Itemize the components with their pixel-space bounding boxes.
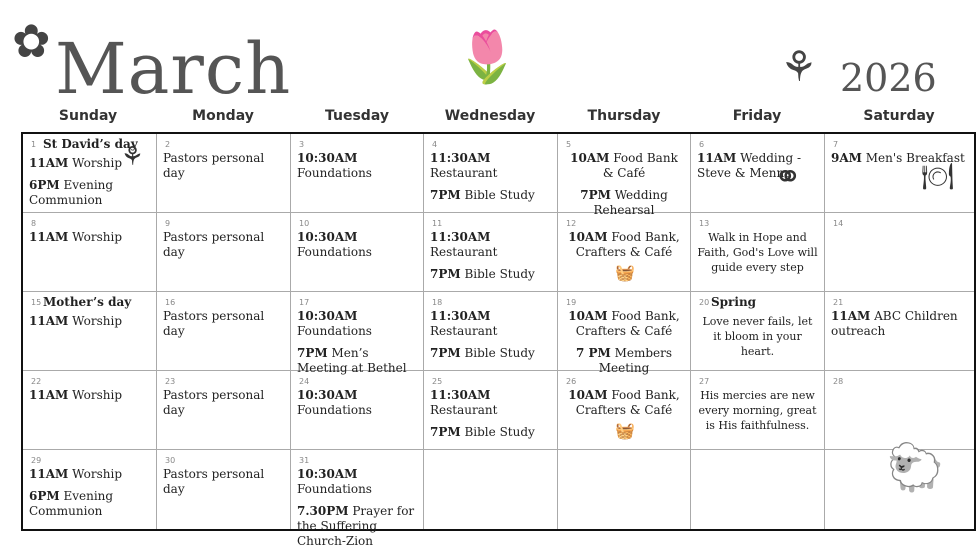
event-label: Foundations: [297, 324, 372, 338]
event-time: 11AM: [29, 230, 69, 244]
day-number: 10: [299, 219, 310, 228]
event-label: Food Bank & Café: [602, 151, 678, 180]
day-cell-25[interactable]: [424, 371, 558, 450]
floral-branch-icon: ✿: [12, 14, 51, 68]
day-cell-24[interactable]: [291, 371, 424, 450]
event-time: 10:30AM: [297, 309, 358, 323]
day-cell-2[interactable]: [157, 134, 291, 213]
event: [29, 178, 150, 208]
event-label: Worship: [68, 156, 122, 170]
event: [163, 467, 284, 497]
day-title: St David’s day: [43, 137, 138, 151]
day-number: 13: [699, 219, 710, 228]
event-label: Pastors personal day: [163, 151, 265, 180]
day-number: 11: [432, 219, 443, 228]
event: [29, 489, 150, 519]
day-number: 29: [31, 456, 42, 465]
empty-cell[interactable]: [691, 450, 825, 529]
day-number: 14: [833, 219, 844, 228]
day-number: 30: [165, 456, 176, 465]
event-label: Foundations: [297, 482, 372, 496]
event-time: 7PM: [430, 425, 461, 439]
weekday-tuesday: Tuesday: [325, 108, 389, 124]
day-number: 21: [833, 298, 844, 307]
empty-cell[interactable]: [825, 440, 974, 529]
event-time: 7 PM: [575, 346, 611, 360]
day-number: 19: [566, 298, 577, 307]
day-number: 28: [833, 377, 844, 386]
day-cell-12[interactable]: [558, 213, 691, 292]
event: [430, 188, 551, 203]
day-number: 24: [299, 377, 310, 386]
day-number: 26: [566, 377, 577, 386]
calendar-grid: [21, 132, 976, 548]
day-cell-6[interactable]: [691, 134, 825, 213]
day-cell-30[interactable]: [157, 450, 291, 529]
event-label: Bible Study: [460, 346, 535, 360]
day-cell-23[interactable]: [157, 371, 291, 450]
day-number: 4: [432, 140, 438, 149]
event-time: 10AM: [568, 230, 608, 244]
event: [430, 388, 551, 418]
weekday-wednesday: Wednesday: [444, 108, 536, 124]
event: [29, 230, 150, 245]
event-label: Food Bank, Crafters & Café: [575, 309, 680, 338]
day-cell-31[interactable]: [291, 450, 424, 548]
event: [430, 230, 551, 260]
event-time: 10AM: [568, 309, 608, 323]
verse-note: Love never fails, let it bloom in your heart.: [702, 315, 813, 358]
event-time: 10:30AM: [297, 230, 358, 244]
event: [297, 151, 417, 181]
event-time: 11AM: [697, 151, 737, 165]
event-time: 11AM: [29, 388, 69, 402]
event-time: 7PM: [580, 188, 611, 202]
day-number: 20: [699, 298, 710, 307]
day-cell-16[interactable]: [157, 292, 291, 371]
wedding-rings-icon: ⚭: [773, 157, 802, 197]
day-number: 3: [299, 140, 305, 149]
event: [831, 309, 968, 339]
day-cell-20[interactable]: [691, 292, 825, 371]
event-time: 10AM: [568, 388, 608, 402]
event-label: Restaurant: [430, 245, 498, 259]
food-box-icon: 🧺: [615, 421, 635, 440]
event-time: 7PM: [297, 346, 328, 360]
day-cell-8[interactable]: [23, 213, 157, 292]
day-number: 6: [699, 140, 705, 149]
month-title: March: [55, 28, 292, 110]
event-time: 10:30AM: [297, 388, 358, 402]
day-title: Spring: [711, 295, 757, 309]
event-time: 7PM: [430, 267, 461, 281]
day-cell-21[interactable]: [825, 292, 974, 371]
event-label: Worship: [68, 230, 122, 244]
weekday-monday: Monday: [192, 108, 254, 124]
event: [163, 388, 284, 418]
event-label: Worship: [68, 314, 122, 328]
day-number: 17: [299, 298, 310, 307]
day-number: 27: [699, 377, 710, 386]
event: [430, 267, 551, 282]
day-cell-7[interactable]: [825, 134, 974, 213]
day-cell-28[interactable]: [825, 371, 974, 450]
event: [564, 309, 684, 339]
day-cell-1[interactable]: [23, 134, 157, 213]
day-cell-13[interactable]: [691, 213, 825, 292]
event-time: 7.30PM: [297, 504, 349, 518]
event: [29, 388, 150, 403]
event-label: Pastors personal day: [163, 309, 265, 338]
event-time: 10:30AM: [297, 467, 358, 481]
event-label: Bible Study: [460, 188, 535, 202]
weekday-sunday: Sunday: [58, 108, 118, 124]
day-cell-9[interactable]: [157, 213, 291, 292]
event-time: 7PM: [430, 346, 461, 360]
event-label: Foundations: [297, 245, 372, 259]
day-number: 8: [31, 219, 37, 228]
weekday-thursday: Thursday: [587, 108, 661, 124]
event-time: 11AM: [29, 467, 69, 481]
event-label: Men's Breakfast: [861, 151, 965, 165]
event-time: 11:30AM: [430, 230, 491, 244]
event-label: Food Bank, Crafters & Café: [575, 388, 680, 417]
day-cell-19[interactable]: [558, 292, 691, 375]
empty-cell[interactable]: [558, 450, 691, 529]
event: [297, 309, 417, 339]
event-label: Pastors personal day: [163, 230, 265, 259]
event-time: 11:30AM: [430, 309, 491, 323]
event: [430, 309, 551, 339]
event-label: Bible Study: [460, 267, 535, 281]
event: [430, 425, 551, 440]
day-number: 22: [31, 377, 42, 386]
event: [29, 314, 150, 329]
event: [29, 467, 150, 482]
day-number: 31: [299, 456, 310, 465]
event: [564, 388, 684, 418]
day-cell-4[interactable]: [424, 134, 558, 213]
event-label: Evening Communion: [29, 489, 114, 518]
day-cell-17[interactable]: [291, 292, 424, 375]
event-label: Members Meeting: [598, 346, 673, 375]
daffodil-icon: ⚘: [120, 142, 144, 172]
event-time: 11:30AM: [430, 151, 491, 165]
day-number: 1: [31, 140, 37, 149]
day-cell-14[interactable]: [825, 213, 974, 292]
day-number: 12: [566, 219, 577, 228]
event-label: Foundations: [297, 403, 372, 417]
event-time: 11AM: [29, 314, 69, 328]
event-time: 10AM: [570, 151, 610, 165]
event-time: 6PM: [29, 178, 60, 192]
event-label: Wedding - Steve & Menna: [697, 151, 802, 180]
day-number: 2: [165, 140, 171, 149]
day-number: 23: [165, 377, 176, 386]
event: [430, 151, 551, 181]
event: [564, 151, 684, 181]
event-label: Food Bank, Crafters & Café: [575, 230, 680, 259]
event: [297, 388, 417, 418]
event: [163, 151, 284, 181]
food-box-icon: 🧺: [615, 263, 635, 282]
event-label: Foundations: [297, 166, 372, 180]
day-cell-3[interactable]: [291, 134, 424, 213]
verse-note: His mercies are new every morning, great is His faithfulness.: [698, 389, 817, 432]
event: [297, 504, 417, 549]
event: [297, 467, 417, 497]
day-cell-15[interactable]: [23, 292, 157, 371]
event-time: 6PM: [29, 489, 60, 503]
weekday-friday: Friday: [732, 108, 782, 124]
event: [163, 230, 284, 260]
day-cell-27[interactable]: [691, 371, 825, 450]
day-number: 7: [833, 140, 839, 149]
event: [163, 309, 284, 339]
daffodil-icon: ⚘: [780, 42, 818, 91]
event: [564, 230, 684, 260]
event-label: Restaurant: [430, 166, 498, 180]
tulips-icon: 🌷: [456, 28, 519, 86]
day-number: 5: [566, 140, 572, 149]
breakfast-plate-icon: 🍽: [920, 162, 954, 192]
day-cell-5[interactable]: [558, 134, 691, 217]
event-label: Pastors personal day: [163, 388, 265, 417]
event-label: Wedding Rehearsal: [593, 188, 668, 217]
event-time: 11AM: [831, 309, 871, 323]
event-label: Bible Study: [460, 425, 535, 439]
event-label: Worship: [68, 467, 122, 481]
event-time: 11:30AM: [430, 388, 491, 402]
event-label: Evening Communion: [29, 178, 114, 207]
day-number: 25: [432, 377, 443, 386]
weekday-saturday: Saturday: [863, 108, 935, 124]
day-number: 15: [31, 298, 42, 307]
day-cell-22[interactable]: [23, 371, 157, 450]
event-time: 9AM: [831, 151, 862, 165]
event: [297, 230, 417, 260]
day-cell-10[interactable]: [291, 213, 424, 292]
event-label: Prayer for the Suffering Church-Zion: [297, 504, 415, 548]
day-number: 18: [432, 298, 443, 307]
day-number: 9: [165, 219, 171, 228]
day-cell-29[interactable]: [23, 450, 157, 529]
event-label: ABC Children outreach: [831, 309, 958, 338]
event: [430, 346, 551, 361]
verse-note: Walk in Hope and Faith, God's Love will guide every step: [697, 231, 818, 274]
empty-cell[interactable]: [424, 450, 558, 529]
day-cell-18[interactable]: [424, 292, 558, 371]
year-title: 2026: [840, 56, 937, 100]
day-cell-11[interactable]: [424, 213, 558, 292]
sheep-icon: 🐑: [886, 440, 944, 494]
event-label: Restaurant: [430, 403, 498, 417]
event-time: 11AM: [29, 156, 69, 170]
event-label: Restaurant: [430, 324, 498, 338]
event-time: 7PM: [430, 188, 461, 202]
event-label: Pastors personal day: [163, 467, 265, 496]
day-title: Mother’s day: [43, 295, 132, 309]
day-number: 16: [165, 298, 176, 307]
event-label: Worship: [68, 388, 122, 402]
day-cell-26[interactable]: [558, 371, 691, 450]
event-time: 10:30AM: [297, 151, 358, 165]
event-label: Men’s Meeting at Bethel: [297, 346, 407, 375]
